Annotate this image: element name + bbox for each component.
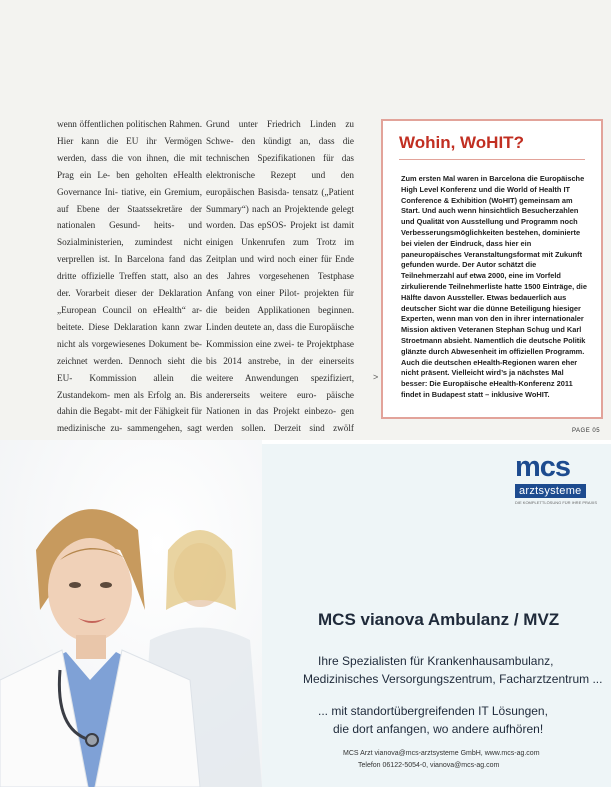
article-line: Hier kann die EU ihr Vermögen werden,	[57, 135, 202, 163]
article-line: tensatz („Patient Summary“) nach an	[206, 186, 354, 214]
article-line: Testphase Anfang von einer Pilot-	[206, 271, 354, 299]
article-line: sammengehen, sagt	[127, 423, 202, 434]
ad-line-3: ... mit standortübergreifenden IT Lösungen,	[318, 704, 548, 718]
article-line: spezifiziert, andererseits weitere euro-	[206, 372, 354, 400]
ad-line-2: Medizinisches Versorgungszentrum, Facharztzentrum ...	[303, 672, 603, 686]
article-line: heits- und Sozialministerien, zumindest	[57, 220, 202, 248]
article-line: Grund unter Friedrich Linden zu Schwe-	[206, 119, 354, 146]
sidebar-body: Zum ersten Mal waren in Barcelona die Europäische High Level Konferenz und die World of Health IT Conference & Exhibition (WoHIT) gemeinsam am Start. Und auch wenn hinsichtlich Besucherzahlen und Qualität von Ausstellung und Programm noch Verbesserungsmöglichkeiten bestehen, dominierte bei vielen der Eindruck, dass hier ein paneuropäisches Veranstaltungsformat mit Zukunft gefunden wurde. Der Autor schätzt die Teilnehmerzahl auf etwa 2000, eine im Vorfeld zirkulierende Teilnehmerliste hatte 1500 Einträge, die Hälfte davon Aussteller. Etwas bedauerlich aus deutscher Sicht war die dünne Beteiligung hiesiger Experten, wenn man von den in ihrer internationaler Mission aktiven Veteranen Stephan Schug und Karl Stroetmann absieht. Namentlich die deutsche Politik glänzte durch Abwesenheit im offiziellen Programm. Auch die deutschen eHealth-Regionen waren eher nicht präsent. Vielleicht wird’s ja nächstes Mal besser: Die Europäische eHealth-Konferenz 2011 findet in Budapest statt – inklusive WoHIT.	[401, 174, 587, 399]
ad-line-1: Ihre Spezialisten für Krankenhausambulanz,	[318, 654, 554, 668]
article-line: zum Trotz im Zeitplan und wird noch	[206, 237, 354, 265]
article-line: den kündigt an, dass die technischen	[206, 135, 354, 163]
ad-contact-1: MCS Arzt vianova@mcs-arztsysteme GmbH, www.mcs-ag.com	[343, 750, 540, 757]
sidebar-divider	[399, 159, 585, 160]
column-middle-paragraph	[206, 116, 354, 454]
continue-arrow: >	[373, 372, 379, 382]
article-line: projekten für die beiden Applikationen	[206, 288, 354, 315]
article-line: Projekt ist damit einigen Unkenrufen	[206, 220, 354, 248]
article-line: nicht als vorgewiesenes Dokument be-	[57, 338, 202, 349]
mcs-logo	[515, 451, 607, 505]
article-line: Rezept und den europäischen Basisda-	[206, 169, 354, 197]
article-line: Staatssekretäre der nationalen Gesund-	[57, 203, 202, 231]
logo-tagline: DIE KOMPLETTLÖSUNG FÜR IHRE PRAXIS	[515, 500, 598, 505]
article-line: beitete. Diese Deklaration kann zwar	[57, 321, 202, 332]
ad-headline: MCS vianova Ambulanz / MVZ	[318, 610, 560, 629]
article-line: nicht verprellen ist. In Barcelona fand	[57, 237, 202, 265]
article-line: päische Nationen in das Projekt einbezo-	[206, 389, 354, 417]
article-line: wenn öffentlichen politischen Rahmen.	[57, 119, 202, 129]
sidebar-title: Wohin, WoHIT?	[399, 133, 524, 152]
article-line: „European Council on eHealth“ ar-	[57, 304, 202, 315]
article-line: tiative, ein Gremium, auf Ebene der	[57, 186, 202, 214]
article-line: der einerseits weitere Anwendungen	[206, 355, 354, 383]
page-tag: PAGE 05	[572, 428, 601, 434]
article-line: dass die von ihnen, die mit Prag ein Le-	[57, 152, 202, 180]
doctors-illustration	[0, 440, 262, 787]
article-line: te Projektphase bis 2014 anstrebe, in	[206, 338, 355, 366]
article-line: gen werden sollen. Derzeit sind zwölf	[206, 406, 354, 434]
article-line: mit der Fähigkeit für medizinische zu-	[57, 406, 202, 434]
sidebar-box	[381, 119, 603, 419]
logo-main: mcs	[515, 451, 571, 483]
ad-contact-2: Telefon 06122-5054-0, vianova@mcs-ag.com	[358, 762, 500, 769]
ad-photo	[0, 440, 262, 787]
logo-sub: arztsysteme	[515, 484, 586, 498]
article-line: der. Vorarbeit dieser der Deklaration	[57, 288, 202, 299]
article-line: Projektende gelegt worden. Das epSOS-	[206, 203, 354, 231]
article-line: einer für Ende des Jahres vorgesehenen	[206, 254, 354, 282]
article-line: Kommission allein die Zustandekom-	[57, 372, 202, 400]
article-line: men als Erfolg an. Bis dahin die Begabt-	[57, 389, 202, 417]
article-line: das dritte offizielle Treffen statt, also an	[57, 254, 202, 282]
article-line: zeichnet werden. Dennoch sieht die EU-	[57, 355, 202, 383]
article-line: die Europäische Kommission eine zwei-	[206, 321, 355, 349]
ad-line-4: die dort anfangen, wo andere aufhören!	[333, 722, 544, 736]
article-line: ben geholten eHealth Governance Ini-	[57, 169, 202, 197]
article-line: beginnen. Linden deutete an, dass	[206, 304, 354, 332]
article-line: Spezifikationen für das elektronische	[206, 152, 354, 180]
